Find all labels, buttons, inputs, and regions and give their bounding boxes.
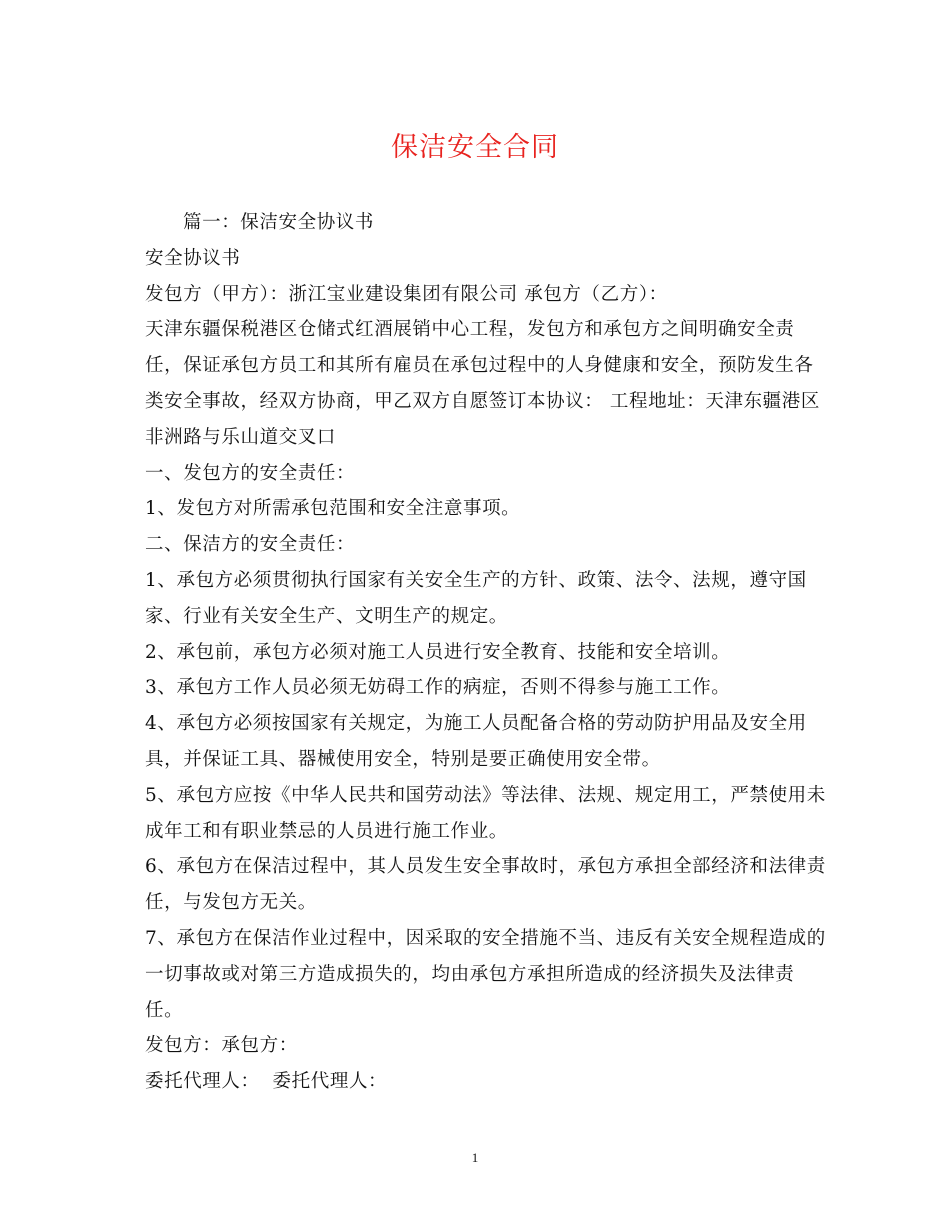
clause-line: 4、承包方必须按国家有关规定，为施工人员配备合格的劳动防护用品及安全用 [145,713,807,735]
clause-line: 1、承包方必须贯彻执行国家有关安全生产的方针、政策、法令、法规，遵守国 [145,569,807,591]
paragraph-line: 发包方（甲方）：浙江宝业建设集团有限公司 承包方（乙方）： [145,283,668,305]
section-heading: 一、发包方的安全责任： [145,462,356,484]
clause-line: 具，并保证工具、器械使用安全，特别是要正确使用安全带。 [145,748,661,770]
signature-line: 发包方：承包方： [145,1035,298,1057]
subheading: 安全协议书 [145,247,241,269]
clause-line: 成年工和有职业禁忌的人员进行施工作业。 [145,820,508,842]
section-heading: 二、保洁方的安全责任： [145,534,356,556]
paragraph-line: 类安全事故，经双方协商，甲乙双方自愿签订本协议： 工程地址：天津东疆港区 [145,390,820,412]
signature-line: 委托代理人： 委托代理人： [145,1071,388,1093]
document-title: 保洁安全合同 [391,132,559,163]
clause-line: 3、承包方工作人员必须无妨碍工作的病症，否则不得参与施工工作。 [145,677,731,699]
clause-line: 一切事故或对第三方造成损失的，均由承包方承担所造成的经济损失及法律责 [145,963,795,985]
clause-line: 6、承包方在保洁过程中，其人员发生安全事故时，承包方承担全部经济和法律责 [145,856,826,878]
paragraph-line: 天津东疆保税港区仓储式红酒展销中心工程，发包方和承包方之间明确安全责 [145,319,795,341]
paragraph-line: 任，保证承包方员工和其所有雇员在承包过程中的人身健康和安全，预防发生各 [145,355,814,377]
clause-line: 任。 [145,999,184,1021]
clause-line: 任，与发包方无关。 [145,892,317,914]
clause-line: 1、发包方对所需承包范围和安全注意事项。 [145,498,521,520]
page-number: 1 [471,1150,479,1165]
paragraph-line: 非洲路与乐山道交叉口 [145,426,337,448]
clause-line: 5、承包方应按《中华人民共和国劳动法》等法律、法规、规定用工，严禁使用未 [145,784,826,806]
clause-line: 7、承包方在保洁作业过程中，因采取的安全措施不当、违反有关安全规程造成的 [145,927,826,949]
clause-line: 家、行业有关安全生产、文明生产的规定。 [145,605,508,627]
section-heading: 篇一：保洁安全协议书 [183,212,375,233]
clause-line: 2、承包前，承包方必须对施工人员进行安全教育、技能和安全培训。 [145,641,731,663]
document-body [145,205,826,1100]
